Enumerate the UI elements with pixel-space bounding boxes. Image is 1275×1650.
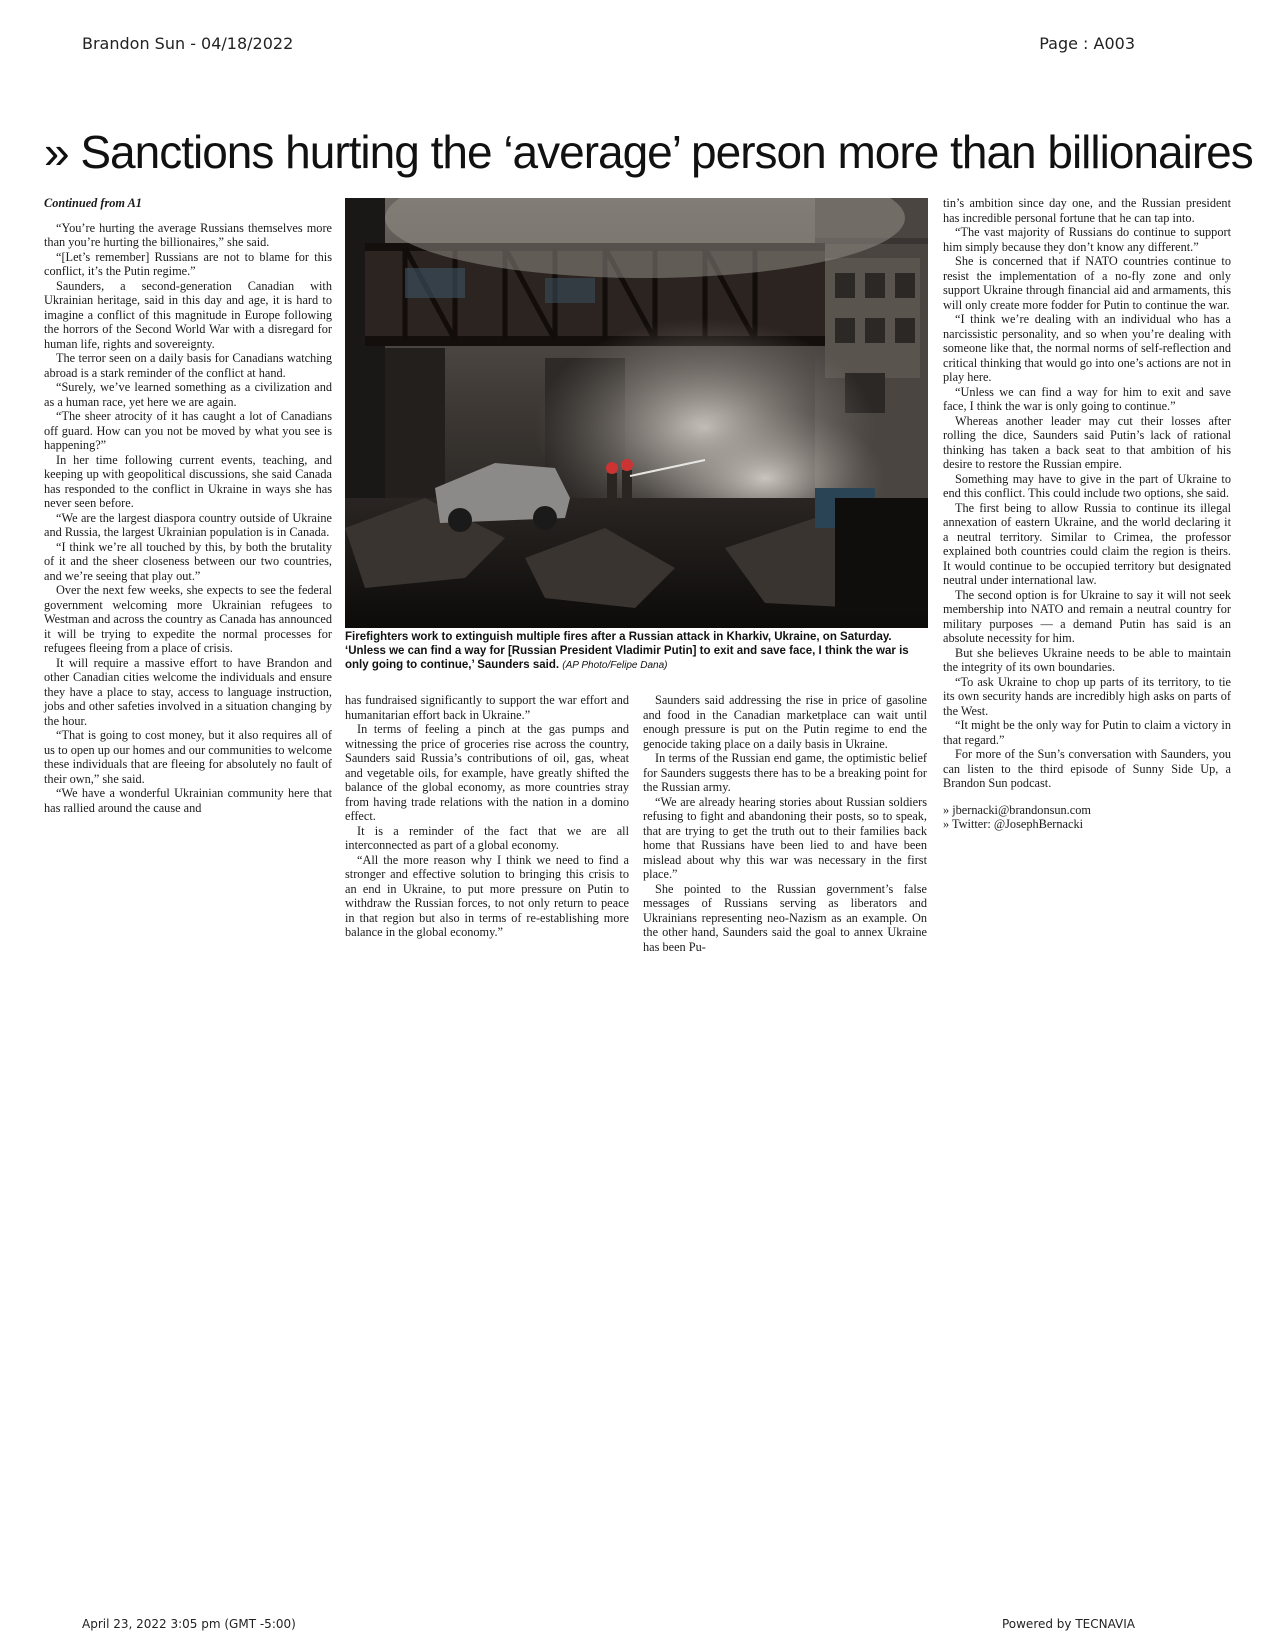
paragraph: “It might be the only way for Putin to claim a victory in that regard.” [943, 718, 1231, 747]
paragraph: “Surely, we’ve learned something as a civilization and as a human race, yet here we are again. [44, 380, 332, 409]
paragraph: Whereas another leader may cut their losses after rolling the dice, Saunders said Putin’s lack of rational thinking has taken a back seat to that ambition of his desire to restore the Russian empire. [943, 413, 1231, 471]
paragraph: “I think we’re dealing with an individual who has a narcissistic personality, and so when you’re dealing with someone like that, the normal norms of self-reflection and critical thinking that would go into one’s actions are not in play here. [943, 312, 1231, 384]
paragraph: “You’re hurting the average Russians themselves more than you’re hurting the billionaires,” she said. [44, 220, 332, 249]
paragraph: “We have a wonderful Ukrainian community here that has rallied around the cause and [44, 786, 332, 815]
paragraph: She is concerned that if NATO countries continue to resist the implementation of a no-fly zone and only support Ukraine through financial aid and armaments, this will only create more fodder for Putin to continue the war. [943, 254, 1231, 312]
author-email[interactable]: » jbernacki@brandonsun.com [943, 802, 1091, 817]
paragraph: It will require a massive effort to have Brandon and other Canadian cities welcome the individuals and ensure they have a place to stay, access to language instruction, jobs and other safeties involved in a situation changing by the hour. [44, 655, 332, 728]
paragraph: The second option is for Ukraine to say it will not seek membership into NATO and remain a neutral country for military purposes — a demand Putin has said is an absolute necessity for him. [943, 587, 1231, 645]
article-column-2 [345, 693, 629, 940]
paragraph: “The vast majority of Russians do continue to support him simply because they don’t know any different.” [943, 225, 1231, 254]
paragraph: has fundraised significantly to support the war effort and humanitarian effort back in Ukraine.” [345, 693, 629, 722]
news-photo [345, 198, 928, 628]
paragraph: “We are the largest diaspora country outside of Ukraine and Russia, the largest Ukrainian population is in Canada. [44, 510, 332, 539]
paragraph: She pointed to the Russian government’s false messages of Russians serving as liberators and Ukrainians representing neo-Nazism as an example. On the other hand, Saunders said the goal to annex Ukraine has been Pu- [643, 881, 927, 954]
photo-credit: (AP Photo/Felipe Dana) [562, 660, 668, 671]
author-twitter[interactable]: » Twitter: @JosephBernacki [943, 817, 1084, 831]
article-column-1 [44, 196, 332, 815]
print-timestamp: April 23, 2022 3:05 pm (GMT -5:00) [82, 1617, 296, 1631]
paragraph: But she believes Ukraine needs to be able to maintain the integrity of its own boundaries. [943, 645, 1231, 674]
page-number: Page : A003 [1039, 34, 1135, 53]
publication-date: Brandon Sun - 04/18/2022 [82, 34, 294, 53]
continued-from-label: Continued from A1 [44, 196, 142, 210]
photo-caption [345, 630, 928, 673]
paragraph: The first being to allow Russia to continue its illegal annexation of eastern Ukraine, and the world declaring it a neutral territory. Similar to Crimea, the professor explained both countries could claim the region is theirs. It would continue to be occupied territory but designated neutral under international law. [943, 500, 1231, 587]
paragraph: In terms of feeling a pinch at the gas pumps and witnessing the price of groceries rise across the country, Saunders said Russia’s contributions of oil, gas, wheat and vegetable oils, for example, have greatly shifted the balance of the global economy, as more countries stray from having trade relations with the nation in a domino effect. [345, 722, 629, 823]
article-column-4 [943, 196, 1231, 832]
paragraph: Over the next few weeks, she expects to see the federal government welcoming more Ukrainian refugees to Westman and across the country as Canada has announced it will be trying to expedite the normal processes for refugees fleeing from a place of crisis. [44, 583, 332, 655]
caption-text: Firefighters work to extinguish multiple fires after a Russian attack in Kharkiv, Ukraine, on Saturday. ‘Unless we can find a way for [Russian President Vladimir Putin] to exit and save face, I think the war is only going to continue,’ Saunders said. [345, 631, 909, 671]
paragraph: Saunders, a second-generation Canadian with Ukrainian heritage, said in this day and age, it is hard to imagine a conflict of this magnitude in Europe following the horrors of the Second World War with a disregard for human life, rights and sovereignty. [44, 278, 332, 351]
paragraph: tin’s ambition since day one, and the Russian president has incredible personal fortune that he can tap into. [943, 196, 1231, 225]
powered-by: Powered by TECNAVIA [1001, 1617, 1135, 1631]
paragraph: In her time following current events, teaching, and keeping up with geopolitical discussions, she said Canada has responded to the conflict in Ukraine in ways she has never seen before. [44, 452, 332, 510]
article-column-3 [643, 693, 927, 954]
paragraph: For more of the Sun’s conversation with Saunders, you can listen to the third episode of Sunny Side Up, a Brandon Sun podcast. [943, 747, 1231, 790]
paragraph: “Unless we can find a way for him to exit and save face, I think the war is only going to continue.” [943, 384, 1231, 413]
article-headline: » Sanctions hurting the ‘average’ person more than billionaires [44, 126, 1253, 178]
paragraph: Saunders said addressing the rise in price of gasoline and food in the Canadian marketplace can wait until enough pressure is put on the Putin regime to end the genocide taking place on a daily basis in Ukraine. [643, 693, 927, 751]
paragraph: It is a reminder of the fact that we are all interconnected as part of a global economy. [345, 823, 629, 852]
paragraph: “We are already hearing stories about Russian soldiers refusing to fight and abandoning their posts, so to speak, that are trying to get the truth out to their families back home that Russians have been lied to and have been mislead about why this war was necessary in the first place.” [643, 794, 927, 881]
paragraph: “The sheer atrocity of it has caught a lot of Canadians off guard. How can you not be moved by what you see is happening?” [44, 409, 332, 452]
paragraph: “To ask Ukraine to chop up parts of its territory, to tie its own security hands are incredibly high asks on parts of the West. [943, 674, 1231, 718]
paragraph: “All the more reason why I think we need to find a stronger and effective solution to bringing this crisis to an end in Ukraine, to put more pressure on Putin to withdraw the Russian forces, to not only return to peace in that region but also in terms of re-establishing more balance in the global economy.” [345, 852, 629, 939]
paragraph: “I think we’re all touched by this, by both the brutality of it and the sheer closeness between our two countries, and we’re seeing that play out.” [44, 539, 332, 583]
paragraph: In terms of the Russian end game, the optimistic belief for Saunders suggests there has to be a breaking point for the Russian army. [643, 751, 927, 794]
paragraph: Something may have to give in the part of Ukraine to end this conflict. This could include two options, she said. [943, 471, 1231, 500]
paragraph: “That is going to cost money, but it also requires all of us to open up our homes and our communities to welcome these individuals that are fleeing for absolutely no fault of their own,” she said. [44, 728, 332, 786]
paragraph: “[Let’s remember] Russians are not to blame for this conflict, it’s the Putin regime.” [44, 249, 332, 278]
paragraph: The terror seen on a daily basis for Canadians watching abroad is a stark reminder of the conflict at hand. [44, 351, 332, 380]
